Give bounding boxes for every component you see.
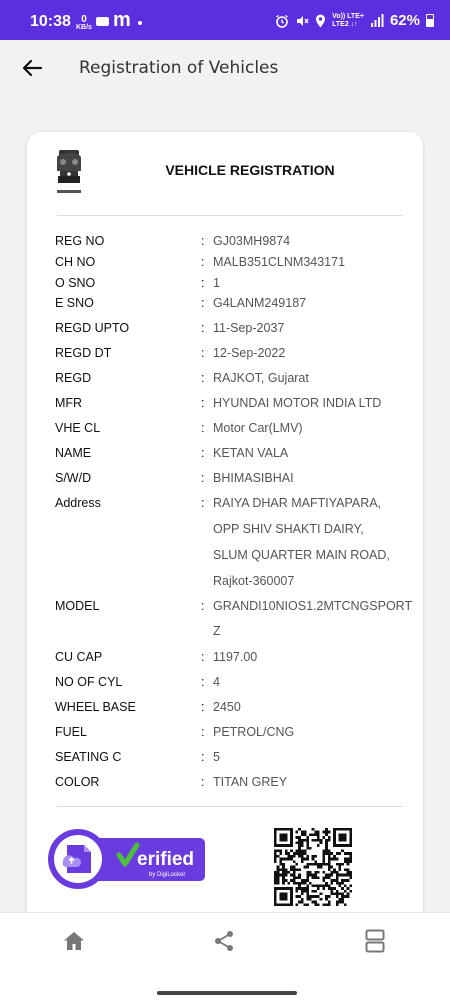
field-colon: :: [201, 750, 205, 764]
field-value: 5: [213, 750, 220, 764]
battery-icon: [426, 14, 434, 27]
status-bar: [0, 0, 450, 40]
notification-dot-icon: [138, 21, 142, 25]
home-indicator[interactable]: [157, 991, 297, 995]
status-icons: [275, 12, 434, 29]
field-value: 11-Sep-2037: [213, 321, 285, 335]
field-label: O SNO: [55, 276, 96, 290]
network-speed-unit: KB/s: [76, 24, 92, 31]
field-label: Address: [55, 496, 101, 510]
clock: 10:38: [30, 13, 71, 30]
field-colon: :: [201, 675, 205, 689]
field-value: 2450: [213, 700, 241, 714]
field-label: VHE CL: [55, 421, 101, 435]
share-icon: [213, 930, 235, 952]
field-colon: :: [201, 471, 205, 485]
field-colon: :: [201, 371, 205, 385]
field-colon: :: [201, 296, 205, 310]
field-colon: :: [201, 396, 205, 410]
layout-icon: [365, 929, 385, 953]
arrow-left-icon: [22, 59, 42, 77]
field-colon: :: [201, 421, 205, 435]
field-colon: :: [201, 496, 205, 510]
signal-icon: [370, 14, 384, 27]
gesture-bar: [0, 968, 450, 1000]
qr-code-icon: [274, 828, 352, 906]
field-label: NAME: [55, 446, 92, 460]
location-icon: [315, 14, 326, 28]
field-colon: :: [201, 255, 205, 269]
field-label: S/W/D: [55, 471, 92, 485]
field-value: 4: [213, 675, 220, 689]
field-label: REGD UPTO: [55, 321, 130, 335]
field-value: RAJKOT, Gujarat: [213, 371, 309, 385]
field-value: Rajkot-360007: [213, 574, 295, 588]
registration-card: [27, 132, 423, 932]
share-button[interactable]: [208, 925, 240, 957]
field-value: MALB351CLNM343171: [213, 255, 346, 269]
field-value: GRANDI10NIOS1.2MTCNGSPORT: [213, 599, 413, 613]
field-label: COLOR: [55, 775, 100, 789]
field-label: NO OF CYL: [55, 675, 123, 689]
field-label: REG NO: [55, 234, 105, 248]
verified-subtext: by DigiLocker: [149, 872, 186, 878]
field-label: MODEL: [55, 599, 100, 613]
carrier-m-icon: m: [113, 9, 131, 31]
card-title: VEHICLE REGISTRATION: [165, 162, 335, 178]
bottom-divider: [57, 806, 403, 807]
field-value: SLUM QUARTER MAIN ROAD,: [213, 548, 390, 562]
field-colon: :: [201, 234, 205, 248]
field-colon: :: [201, 321, 205, 335]
field-value: TITAN GREY: [213, 775, 288, 789]
network-speed-value: 0: [81, 14, 87, 25]
field-colon: :: [201, 346, 205, 360]
field-colon: :: [201, 775, 205, 789]
page-title: Registration of Vehicles: [79, 58, 279, 78]
network-type: [332, 13, 364, 29]
field-colon: :: [201, 725, 205, 739]
back-button[interactable]: [14, 50, 50, 86]
battery-percent: 62%: [389, 12, 420, 29]
field-value: HYUNDAI MOTOR INDIA LTD: [213, 396, 382, 410]
field-label: REGD: [55, 371, 92, 385]
network-speed: [76, 16, 92, 31]
field-value: G4LANM249187: [213, 296, 307, 310]
field-colon: :: [201, 446, 205, 460]
verified-badge: [47, 828, 207, 890]
field-colon: :: [201, 700, 205, 714]
field-colon: :: [201, 599, 205, 613]
network-line-1: Vo)) LTE+: [332, 12, 364, 20]
message-icon: [96, 17, 109, 26]
field-label: REGD DT: [55, 346, 112, 360]
bottom-nav: [0, 912, 450, 968]
alarm-icon: [275, 14, 289, 28]
top-divider: [57, 215, 403, 216]
mute-icon: [295, 14, 309, 28]
field-colon: :: [201, 650, 205, 664]
field-value: 1: [213, 276, 220, 290]
field-label: CU CAP: [55, 650, 103, 664]
field-value: OPP SHIV SHAKTI DAIRY,: [213, 522, 364, 536]
layout-button[interactable]: [359, 925, 391, 957]
field-value: RAIYA DHAR MAFTIYAPARA,: [213, 496, 382, 510]
home-icon: [63, 931, 85, 951]
field-value: PETROL/CNG: [213, 725, 295, 739]
field-value: BHIMASIBHAI: [213, 471, 294, 485]
field-value: 1197.00: [213, 650, 258, 664]
app-bar: [0, 40, 450, 96]
field-label: WHEEL BASE: [55, 700, 136, 714]
field-value: KETAN VALA: [213, 446, 289, 460]
field-label: E SNO: [55, 296, 94, 310]
field-value: GJ03MH9874: [213, 234, 291, 248]
field-label: MFR: [55, 396, 83, 410]
field-label: FUEL: [55, 725, 87, 739]
field-value: Motor Car(LMV): [213, 421, 303, 435]
verified-text: erified: [137, 849, 195, 870]
network-line-2: LTE2 ↓↑: [332, 20, 358, 28]
home-button[interactable]: [58, 925, 90, 957]
field-colon: :: [201, 276, 205, 290]
field-value: Z: [213, 624, 221, 638]
field-label: CH NO: [55, 255, 96, 269]
field-label: SEATING C: [55, 750, 122, 764]
field-value: 12-Sep-2022: [213, 346, 286, 360]
